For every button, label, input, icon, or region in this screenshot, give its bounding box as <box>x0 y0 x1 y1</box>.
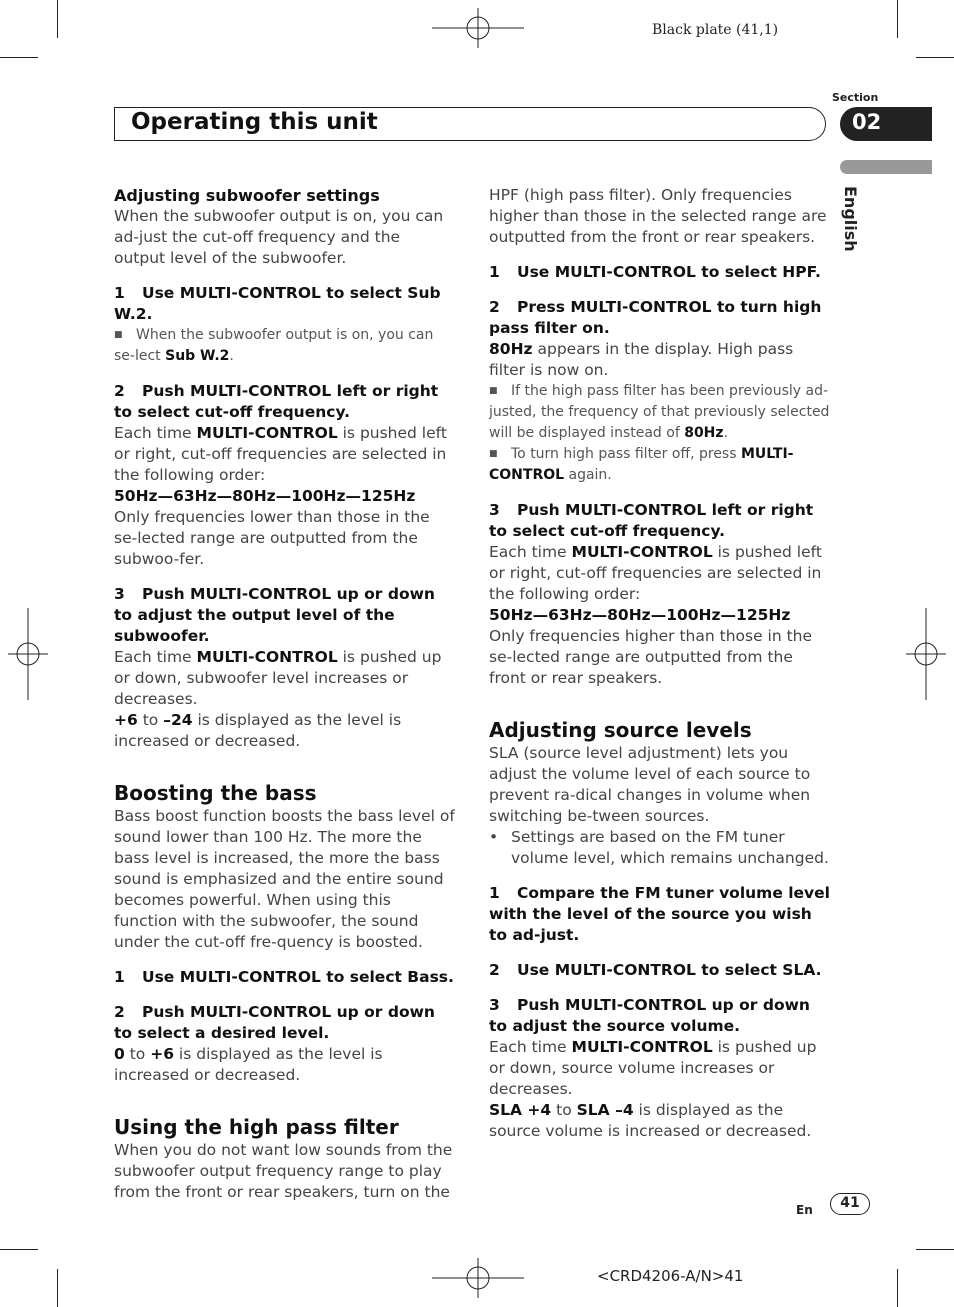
step-hpf-3-desc: Each time MULTI-CONTROL is pushed left or right, cut-off frequencies are selected in the following order: <box>489 543 822 603</box>
bass-intro: Bass boost function boosts the bass level of sound lower than 100 Hz. The more the bass level is increased, the more the bass sound is emphasized and the entire sound becomes powerful. When using this function with the subwoofer, the sound under the cut-off fre-quency is boosted. <box>114 807 455 951</box>
step-sla-3-range: SLA +4 to SLA –4 is displayed as the source volume is increased or decreased. <box>489 1101 812 1140</box>
subwoofer-heading: Adjusting subwoofer settings <box>114 186 380 205</box>
step-sub-3: 3 Push MULTI-CONTROL up or down to adjust the output level of the subwoofer. <box>114 585 435 645</box>
step-bass-2-range: 0 to +6 is displayed as the level is increased or decreased. <box>114 1045 383 1084</box>
left-column <box>114 185 456 1203</box>
sla-bullet: • Settings are based on the FM tuner volume level, which remains unchanged. <box>489 828 829 867</box>
bass-heading: Boosting the bass <box>114 781 317 805</box>
registration-mark-right <box>906 608 946 700</box>
section-number-badge: 02 <box>840 107 932 141</box>
frequency-order: 50Hz—63Hz—80Hz—100Hz—125Hz <box>114 487 416 505</box>
sla-heading: Adjusting source levels <box>489 718 752 742</box>
sla-intro: SLA (source level adjustment) lets you adjust the volume level of each source to prevent ra-dical changes in volume when switching be-tween sources. <box>489 744 811 825</box>
step-sub-3-desc: Each time MULTI-CONTROL is pushed up or down, subwoofer level increases or decreases. <box>114 648 442 708</box>
note-hpf-1: ■ If the high pass filter has been previously ad-justed, the frequency of that previously selected will be displayed instead of 80Hz. <box>489 383 830 441</box>
page-number: 41 <box>830 1193 870 1215</box>
hpf-intro: When you do not want low sounds from the subwoofer output frequency range to play from the front or rear speakers, turn on the <box>114 1141 453 1201</box>
step-sub-2-note: Only frequencies lower than those in the se-lected range are outputted from the subwoo-fer. <box>114 508 430 568</box>
step-sub-2-desc: Each time MULTI-CONTROL is pushed left or right, cut-off frequencies are selected in the following order: <box>114 424 447 484</box>
step-hpf-3-note: Only frequencies higher than those in the se-lected range are outputted from the front or rear speakers. <box>489 627 813 687</box>
step-sla-2: 2 Use MULTI-CONTROL to select SLA. <box>489 961 822 979</box>
step-hpf-3: 3 Push MULTI-CONTROL left or right to select cut-off frequency. <box>489 501 814 540</box>
step-bass-1: 1 Use MULTI-CONTROL to select Bass. <box>114 968 454 986</box>
step-sub-1: 1 Use MULTI-CONTROL to select Sub W.2. <box>114 284 441 323</box>
page-title: Operating this unit <box>131 109 378 135</box>
hpf-intro-continued: HPF (high pass filter). Only frequencies higher than those in the selected range are outputted from the front or rear speakers. <box>489 186 827 246</box>
section-label: Section <box>832 91 879 104</box>
step-sla-3: 3 Push MULTI-CONTROL up or down to adjust the source volume. <box>489 996 810 1035</box>
step-hpf-1: 1 Use MULTI-CONTROL to select HPF. <box>489 263 821 281</box>
language-tab <box>838 186 878 256</box>
page-language: En <box>796 1203 813 1217</box>
section-tab <box>840 160 932 174</box>
note-hpf-2: ■ To turn high pass filter off, press MULTI-CONTROL again. <box>489 446 794 483</box>
step-hpf-2-desc: 80Hz appears in the display. High pass filter is now on. <box>489 340 794 379</box>
subwoofer-intro: When the subwoofer output is on, you can ad-just the cut-off frequency and the output level of the subwoofer. <box>114 207 444 267</box>
right-column <box>489 185 831 1142</box>
footer-code: <CRD4206-A/N>41 <box>597 1267 744 1285</box>
step-sla-3-desc: Each time MULTI-CONTROL is pushed up or down, source volume increases or decreases. <box>489 1038 817 1098</box>
step-sub-3-range: +6 to –24 is displayed as the level is increased or decreased. <box>114 711 402 750</box>
hpf-heading: Using the high pass filter <box>114 1115 399 1139</box>
note-sub-1: ■ When the subwoofer output is on, you can se-lect Sub W.2. <box>114 327 434 364</box>
registration-mark-left <box>8 608 48 700</box>
registration-mark-top <box>432 8 524 48</box>
step-bass-2: 2 Push MULTI-CONTROL up or down to select a desired level. <box>114 1003 435 1042</box>
step-sub-2: 2 Push MULTI-CONTROL left or right to select cut-off frequency. <box>114 382 439 421</box>
step-hpf-2: 2 Press MULTI-CONTROL to turn high pass filter on. <box>489 298 822 337</box>
plate-label: Black plate (41,1) <box>652 22 779 38</box>
step-sla-1: 1 Compare the FM tuner volume level with the level of the source you wish to ad-just. <box>489 884 830 944</box>
registration-mark-bottom <box>432 1258 524 1298</box>
language-label: English <box>841 186 860 252</box>
frequency-order-hpf: 50Hz—63Hz—80Hz—100Hz—125Hz <box>489 606 791 624</box>
